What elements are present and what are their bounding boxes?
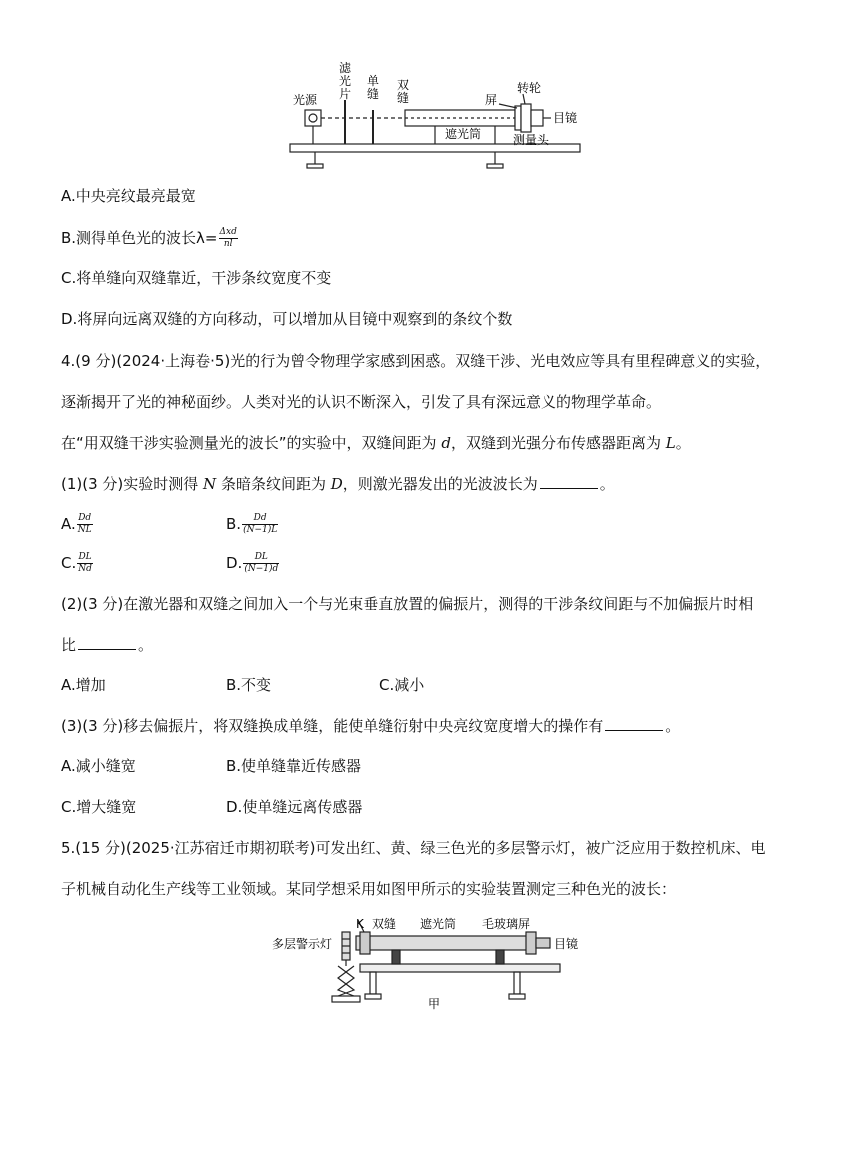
q4-p2-option-b: B.不变 xyxy=(226,676,272,694)
q3-option-c: C.将单缝向双缝靠近，干涉条纹宽度不变 xyxy=(61,269,332,287)
answer-blank[interactable] xyxy=(540,474,598,489)
q4-p3-option-a: A.减小缝宽 xyxy=(61,757,136,775)
option-label: B. xyxy=(226,515,242,533)
fraction-denominator: (N−1)d xyxy=(244,564,279,574)
q4-p3-option-b: B.使单缝靠近传感器 xyxy=(226,757,362,775)
q4-setup-text-c: 。 xyxy=(675,434,691,452)
q4-part2-line2 xyxy=(61,635,153,655)
label-eyepiece: 目镜 xyxy=(554,937,579,951)
fraction-numerator: Dd xyxy=(78,513,92,523)
q4-part3 xyxy=(61,716,680,736)
fraction-numerator: Dd xyxy=(242,513,278,525)
label-double-1: 双 xyxy=(397,78,410,92)
label-tube: 遮光筒 xyxy=(420,917,457,931)
q4-p1-option-d xyxy=(226,552,279,575)
label-glass-screen: 毛玻璃屏 xyxy=(482,917,531,931)
q4-p3-text: (3)(3 分)移去偏振片，将双缝换成单缝，能使单缝衍射中央亮纹宽度增大的操作有 xyxy=(61,717,604,735)
label-wheel: 转轮 xyxy=(517,81,542,95)
fraction-numerator: DL xyxy=(78,552,92,562)
q3-option-d: D.将屏向远离双缝的方向移动，可以增加从目镜中观察到的条纹个数 xyxy=(61,310,513,328)
q4-var-d: d xyxy=(441,434,451,452)
q4-var-D: D xyxy=(330,475,343,493)
q4-setup-text-a: 在“用双缝干涉实验测量光的波长”的实验中，双缝间距为 xyxy=(61,434,442,452)
q4-p3-option-c: C.增大缝宽 xyxy=(61,798,137,816)
fraction-denominator: nl xyxy=(223,239,233,249)
q4-p2-option-c: C.减小 xyxy=(379,676,425,694)
q4-part1 xyxy=(61,474,615,494)
q4-p2-text: 比 xyxy=(61,636,77,654)
q4-setup xyxy=(61,433,691,453)
option-label: C. xyxy=(61,554,77,572)
answer-blank[interactable] xyxy=(78,635,136,650)
q4-p1-text-b: 条暗条纹间距为 xyxy=(216,475,331,493)
answer-blank[interactable] xyxy=(605,716,663,731)
q4-p2-option-a: A.增加 xyxy=(61,676,106,694)
q4-p3-option-d: D.使单缝远离传感器 xyxy=(226,798,363,816)
q4-p1-end: 。 xyxy=(599,475,615,493)
label-filter-1: 滤 xyxy=(339,61,352,75)
q3-option-b xyxy=(61,227,238,250)
fraction-denominator: Nd xyxy=(78,564,92,574)
q4-var-L: L xyxy=(665,434,676,452)
apparatus-figure-1 xyxy=(285,60,585,170)
label-screen: 屏 xyxy=(485,93,498,107)
fraction-denominator: (N−1)L xyxy=(243,525,278,535)
q4-intro-line1: 4.(9 分)(2024·上海卷·5)光的行为曾令物理学家感到困惑。双缝干涉、光电效应等具有里程碑意义的实验， xyxy=(61,352,771,370)
label-filter-3: 片 xyxy=(339,87,352,101)
label-filter-2: 光 xyxy=(339,74,352,88)
label-eyepiece: 目镜 xyxy=(553,111,578,125)
shade-tube xyxy=(356,936,534,950)
label-measure-head: 测量头 xyxy=(513,133,550,147)
label-tube: 遮光筒 xyxy=(445,127,482,141)
fraction-numerator: Δxd xyxy=(219,227,237,237)
q5-line1: 5.(15 分)(2025·江苏宿迁市期初联考)可发出红、黄、绿三色光的多层警示灯，被广泛应用于数控机床、电 xyxy=(61,839,766,857)
label-single-1: 单 xyxy=(367,74,380,88)
light-source-box xyxy=(305,110,321,126)
q4-p1-text-a: (1)(3 分)实验时测得 xyxy=(61,475,204,493)
fraction-numerator: DL xyxy=(243,552,279,564)
q4-p3-end: 。 xyxy=(665,717,681,735)
q4-p1-text-c: ，则激光器发出的光波波长为 xyxy=(342,475,538,493)
apparatus-figure-2 xyxy=(270,914,600,1014)
label-light-source: 光源 xyxy=(293,93,318,107)
q3-option-b-fraction xyxy=(219,227,238,250)
q4-var-N: N xyxy=(203,475,217,493)
q4-p1-option-c xyxy=(61,552,93,575)
q4-p1-option-a xyxy=(61,513,93,536)
q4-intro-line2: 逐渐揭开了光的神秘面纱。人类对光的认识不断深入，引发了具有深远意义的物理学革命。 xyxy=(61,393,662,411)
q4-setup-text-b: ，双缝到光强分布传感器距离为 xyxy=(450,434,666,452)
label-single-2: 缝 xyxy=(367,87,380,101)
q4-p2-end: 。 xyxy=(138,636,154,654)
label-double-slit: 双缝 xyxy=(372,917,397,931)
fraction-denominator: NL xyxy=(77,525,92,535)
bench xyxy=(360,964,560,972)
label-double-2: 缝 xyxy=(397,91,410,105)
label-k: K xyxy=(356,917,364,931)
q3-option-a: A.中央亮纹最亮最宽 xyxy=(61,187,196,205)
q4-p1-option-b xyxy=(226,513,278,536)
label-warning-lamp: 多层警示灯 xyxy=(272,937,333,951)
q3-option-b-text: B.测得单色光的波长λ= xyxy=(61,229,218,247)
q5-line2: 子机械自动化生产线等工业领域。某同学想采用如图甲所示的实验装置测定三种色光的波长： xyxy=(61,880,677,898)
option-label: A. xyxy=(61,515,76,533)
figure-caption: 甲 xyxy=(428,997,441,1011)
q4-part2-line1: (2)(3 分)在激光器和双缝之间加入一个与光束垂直放置的偏振片，测得的干涉条纹间距与不加偏振片时相 xyxy=(61,595,754,613)
option-label: D. xyxy=(226,554,243,572)
